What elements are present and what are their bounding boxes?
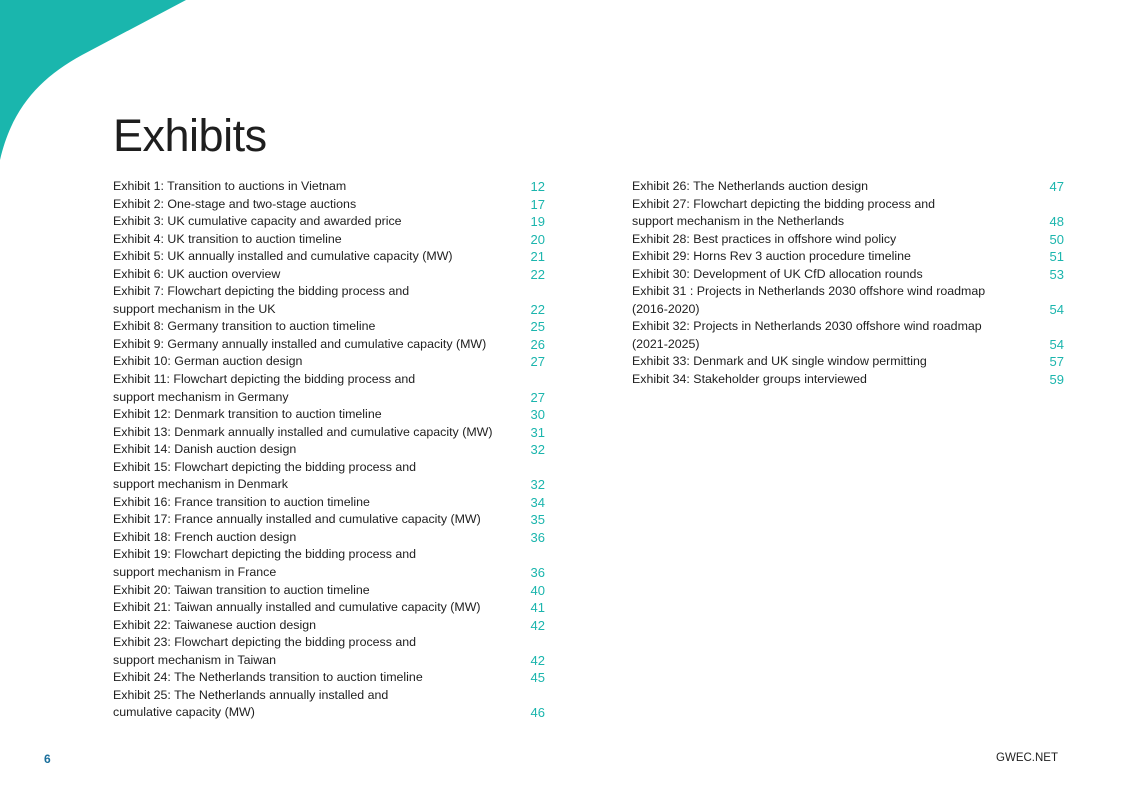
exhibit-title: Exhibit 17: France annually installed and cumulative capacity (MW) <box>113 512 481 527</box>
exhibit-page-number: 48 <box>1049 214 1064 230</box>
exhibit-page-number: 46 <box>530 705 545 721</box>
exhibit-entry[interactable] <box>113 424 545 442</box>
exhibit-title: Exhibit 9: Germany annually installed and cumulative capacity (MW) <box>113 336 487 351</box>
exhibit-entry[interactable] <box>632 353 1064 371</box>
exhibit-entry[interactable] <box>113 617 545 635</box>
exhibit-entry[interactable] <box>113 687 545 722</box>
exhibit-title: Exhibit 8: Germany transition to auction timeline <box>113 319 376 334</box>
exhibit-title: Exhibit 27: Flowchart depicting the bidding process and support mechanism in the Netherlands <box>632 196 936 229</box>
exhibit-page-number: 19 <box>530 214 545 230</box>
exhibit-entry[interactable] <box>113 582 545 600</box>
exhibit-page-number: 22 <box>530 301 545 317</box>
exhibits-list-right <box>632 178 1064 389</box>
exhibit-title: Exhibit 1: Transition to auctions in Vietnam <box>113 179 347 193</box>
exhibit-title: Exhibit 6: UK auction overview <box>113 266 281 281</box>
exhibit-title: Exhibit 34: Stakeholder groups interviewed <box>632 372 867 387</box>
exhibit-title: Exhibit 23: Flowchart depicting the bidding process and support mechanism in Taiwan <box>113 635 417 667</box>
exhibit-title: Exhibit 26: The Netherlands auction design <box>632 179 869 193</box>
exhibit-title: Exhibit 32: Projects in Netherlands 2030 offshore wind roadmap (2021-2025) <box>632 319 982 351</box>
exhibit-entry[interactable] <box>632 266 1064 284</box>
exhibit-page-number: 50 <box>1049 231 1064 247</box>
exhibit-page-number: 26 <box>530 336 545 352</box>
exhibit-title: Exhibit 10: German auction design <box>113 354 303 369</box>
exhibit-page-number: 41 <box>530 600 545 616</box>
exhibit-title: Exhibit 7: Flowchart depicting the bidding process and support mechanism in the UK <box>113 284 410 316</box>
exhibit-page-number: 27 <box>530 389 545 405</box>
exhibit-page-number: 47 <box>1049 179 1064 194</box>
exhibit-title: Exhibit 19: Flowchart depicting the bidding process and support mechanism in France <box>113 547 417 580</box>
exhibit-entry[interactable] <box>632 318 1064 353</box>
exhibit-entry[interactable] <box>113 231 545 249</box>
exhibit-entry[interactable] <box>113 213 545 231</box>
exhibit-entry[interactable] <box>113 283 545 318</box>
exhibit-title: Exhibit 20: Taiwan transition to auction timeline <box>113 582 370 597</box>
exhibit-page-number: 36 <box>530 565 545 581</box>
exhibit-page-number: 30 <box>530 407 545 423</box>
exhibit-title: Exhibit 33: Denmark and UK single window permitting <box>632 354 927 369</box>
exhibit-entry[interactable] <box>113 196 545 214</box>
exhibit-entry[interactable] <box>113 336 545 354</box>
exhibit-title: Exhibit 22: Taiwanese auction design <box>113 617 316 632</box>
exhibit-title: Exhibit 29: Horns Rev 3 auction procedure timeline <box>632 249 911 264</box>
exhibit-entry[interactable] <box>113 669 545 687</box>
website-label: GWEC.NET <box>996 752 1058 764</box>
exhibit-page-number: 42 <box>530 617 545 633</box>
exhibit-title: Exhibit 4: UK transition to auction timeline <box>113 231 342 246</box>
exhibit-title: Exhibit 5: UK annually installed and cumulative capacity (MW) <box>113 249 453 264</box>
exhibit-page-number: 32 <box>530 442 545 458</box>
exhibit-page-number: 54 <box>1049 336 1064 352</box>
page-number: 6 <box>44 752 51 766</box>
exhibit-title: Exhibit 21: Taiwan annually installed and cumulative capacity (MW) <box>113 600 481 615</box>
exhibit-entry[interactable] <box>113 248 545 266</box>
exhibit-page-number: 51 <box>1049 249 1064 265</box>
exhibit-page-number: 21 <box>530 249 545 265</box>
exhibit-page-number: 57 <box>1049 354 1064 370</box>
exhibit-title: Exhibit 25: The Netherlands annually installed and cumulative capacity (MW) <box>113 687 389 720</box>
exhibit-page-number: 45 <box>530 670 545 686</box>
exhibit-title: Exhibit 14: Danish auction design <box>113 442 297 457</box>
exhibit-page-number: 20 <box>530 231 545 247</box>
exhibit-entry[interactable] <box>113 511 545 529</box>
exhibit-entry[interactable] <box>632 196 1064 231</box>
exhibit-entry[interactable] <box>113 546 545 581</box>
exhibit-title: Exhibit 11: Flowchart depicting the bidding process and support mechanism in Germany <box>113 372 416 404</box>
exhibit-entry[interactable] <box>632 371 1064 389</box>
exhibit-entry[interactable] <box>113 459 545 494</box>
exhibit-entry[interactable] <box>113 634 545 669</box>
exhibit-page-number: 31 <box>530 424 545 440</box>
exhibit-entry[interactable] <box>113 266 545 284</box>
exhibit-entry[interactable] <box>113 371 545 406</box>
exhibit-page-number: 12 <box>530 179 545 194</box>
exhibit-page-number: 25 <box>530 319 545 335</box>
exhibit-page-number: 17 <box>530 196 545 212</box>
exhibit-title: Exhibit 30: Development of UK CfD allocation rounds <box>632 266 923 281</box>
exhibit-title: Exhibit 13: Denmark annually installed and cumulative capacity (MW) <box>113 424 493 439</box>
exhibit-title: Exhibit 2: One-stage and two-stage auctions <box>113 196 357 211</box>
exhibit-title: Exhibit 12: Denmark transition to auction timeline <box>113 407 382 422</box>
exhibit-entry[interactable] <box>113 178 545 196</box>
exhibit-page-number: 53 <box>1049 266 1064 282</box>
exhibit-page-number: 42 <box>530 652 545 668</box>
exhibits-list-left <box>113 178 545 722</box>
exhibit-entry[interactable] <box>113 406 545 424</box>
exhibit-entry[interactable] <box>113 599 545 617</box>
exhibit-page-number: 27 <box>530 354 545 370</box>
exhibit-page-number: 59 <box>1049 372 1064 388</box>
exhibit-entry[interactable] <box>632 248 1064 266</box>
page-title: Exhibits <box>113 110 267 161</box>
exhibit-title: Exhibit 28: Best practices in offshore wind policy <box>632 231 897 246</box>
exhibit-entry[interactable] <box>632 231 1064 249</box>
exhibit-title: Exhibit 18: French auction design <box>113 529 297 544</box>
exhibit-entry[interactable] <box>632 283 1064 318</box>
exhibit-title: Exhibit 31 : Projects in Netherlands 2030 offshore wind roadmap (2016-2020) <box>632 284 986 316</box>
exhibit-entry[interactable] <box>113 318 545 336</box>
exhibit-title: Exhibit 3: UK cumulative capacity and awarded price <box>113 214 402 229</box>
exhibit-title: Exhibit 15: Flowchart depicting the bidding process and support mechanism in Denmark <box>113 459 417 492</box>
exhibit-title: Exhibit 16: France transition to auction timeline <box>113 494 370 509</box>
exhibit-entry[interactable] <box>113 353 545 371</box>
exhibit-page-number: 36 <box>530 529 545 545</box>
exhibit-entry[interactable] <box>113 441 545 459</box>
exhibit-page-number: 34 <box>530 494 545 510</box>
exhibit-title: Exhibit 24: The Netherlands transition to auction timeline <box>113 670 423 685</box>
exhibit-page-number: 35 <box>530 512 545 528</box>
exhibit-page-number: 22 <box>530 266 545 282</box>
exhibit-page-number: 32 <box>530 477 545 493</box>
exhibit-page-number: 54 <box>1049 301 1064 317</box>
exhibit-entry[interactable] <box>113 529 545 547</box>
exhibit-entry[interactable] <box>632 178 1064 196</box>
exhibit-page-number: 40 <box>530 582 545 598</box>
exhibit-entry[interactable] <box>113 494 545 512</box>
